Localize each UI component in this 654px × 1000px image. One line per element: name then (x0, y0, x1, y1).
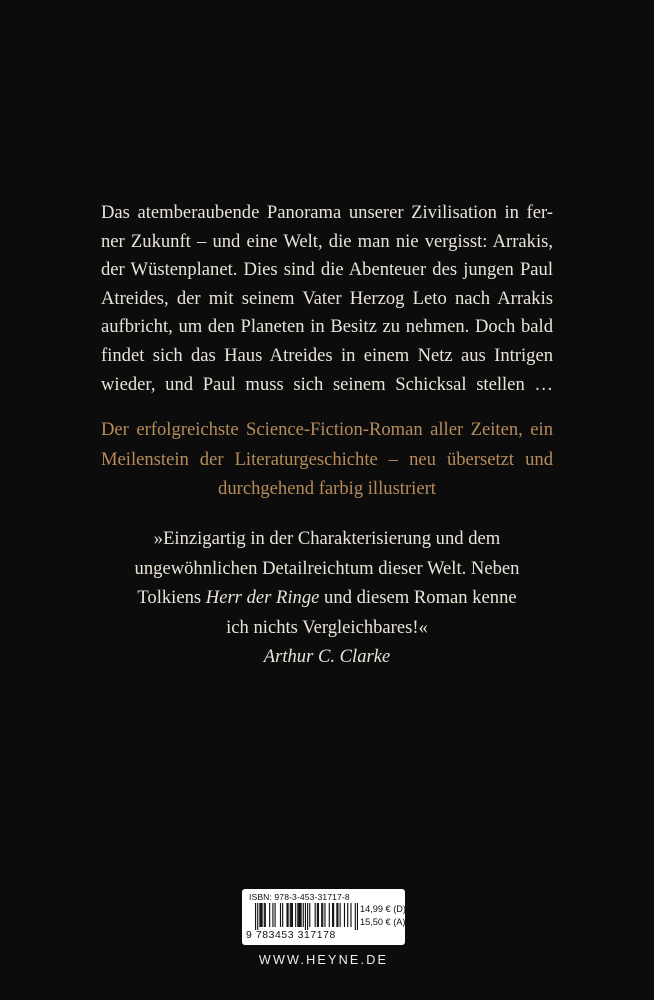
barcode-bar (324, 903, 325, 927)
barcode-bar (299, 903, 300, 927)
barcode-bar (275, 903, 276, 927)
barcode-bar (321, 903, 322, 927)
barcode-bar (282, 903, 283, 927)
quote-author-name: Arthur C. Clarke (263, 646, 391, 667)
barcode-bar (350, 903, 351, 927)
book-title-reference: Herr der Ringe (205, 587, 320, 608)
quote-line: ungewöhnlichen Detailreichtum dieser Welt. Neben (134, 557, 520, 579)
barcode-bar (318, 903, 319, 927)
barcode-bar (280, 903, 281, 927)
blurb-line: aufbricht, um den Planeten in Besitz zu nehmen. Doch bald (101, 316, 553, 338)
barcode-bar (309, 903, 310, 927)
barcode-bar (259, 903, 260, 927)
barcode-bar (301, 903, 302, 927)
barcode-bar (257, 903, 258, 930)
blurb-line: Das atemberaubende Panorama unserer Zivilisation in fer- (101, 202, 553, 223)
price-austria: 15,50 € (A) (360, 917, 406, 927)
barcode-bar (307, 903, 308, 930)
barcode-bar (347, 903, 348, 927)
barcode-bar (357, 903, 358, 930)
quote-author (101, 642, 553, 672)
barcode-label (242, 889, 405, 945)
publisher-website: WWW.HEYNE.DE (258, 953, 389, 967)
barcode-bar (292, 903, 293, 927)
blurb-line: Atreides, der mit seinem Vater Herzog Leto nach Arrakis (101, 287, 553, 309)
barcode-bar (333, 903, 334, 927)
barcode-bar (255, 903, 256, 930)
quote-line: »Einzigartig in der Charakterisierung und dem (153, 528, 501, 549)
barcode-bar (264, 903, 265, 927)
barcode-bar (322, 903, 323, 927)
barcode-bar (317, 903, 318, 927)
quote-line: ich nichts Vergleichbares!« (226, 616, 428, 638)
blurb-text (101, 199, 553, 399)
barcode-bar (329, 903, 330, 927)
tagline-line: Meilenstein der Literaturgeschichte – neu übersetzt und (101, 448, 553, 470)
barcode-bar (344, 903, 345, 927)
quote-line (101, 583, 553, 613)
barcode-bar (332, 903, 333, 927)
price-germany: 14,99 € (D) (360, 904, 406, 914)
tagline-line: durchgehend farbig illustriert (218, 478, 436, 499)
barcode-digits: 9 783453 317178 (246, 930, 336, 941)
barcode-bar (262, 903, 263, 927)
barcode-bar (291, 903, 292, 927)
blurb-line: findet sich das Haus Atreides in einem Netz aus Intrigen (101, 344, 553, 366)
barcode-bar (286, 903, 287, 927)
barcode-bar (295, 903, 296, 927)
isbn-number: ISBN: 978-3-453-31717-8 (249, 892, 350, 902)
tagline-line: Der erfolgreichste Science-Fiction-Roman aller Zeiten, ein (101, 419, 553, 440)
barcode-bar (298, 903, 299, 927)
blurb-line: wieder, und Paul muss sich seinem Schicksal stellen … (101, 373, 553, 395)
blurb-line: ner Zukunft – und eine Welt, die man nie vergisst: Arrakis, (101, 230, 553, 252)
barcode-bar (260, 903, 261, 927)
barcode-bar (265, 903, 266, 927)
barcode-bar (297, 903, 298, 927)
barcode-bar (340, 903, 341, 927)
barcode-bar (290, 903, 291, 927)
barcode-bar (272, 903, 273, 927)
barcode-bar (337, 903, 338, 927)
barcode-bar (269, 903, 270, 927)
blurb-line: der Wüstenplanet. Dies sind die Abenteuer des jungen Paul (101, 259, 553, 281)
barcode-bar (315, 903, 316, 927)
quote-text: Tolkiens (137, 587, 206, 608)
quote-text: und diesem Roman kenne (319, 587, 517, 608)
barcode-bar (355, 903, 356, 930)
barcode-bar (303, 903, 304, 927)
review-quote (101, 524, 553, 672)
barcode-bars (255, 903, 358, 930)
barcode-bar (336, 903, 337, 927)
tagline-text (101, 415, 553, 504)
barcode-bar (288, 903, 289, 927)
barcode-bar (305, 903, 306, 930)
